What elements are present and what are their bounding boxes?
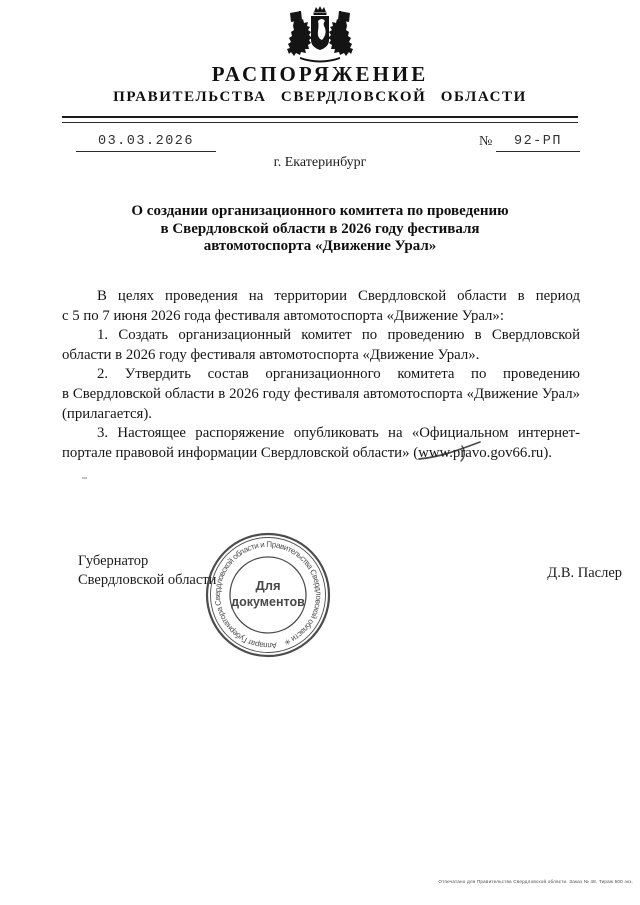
body-line: с 5 по 7 июня 2026 года фестиваля автомотоспорта «Движение Урал»: [62,307,504,324]
handwritten-mark-icon [416,438,508,468]
body-line: портале правовой информации Свердловской области» (www.pravo.gov66.ru). [62,444,552,461]
signature-post-line2: Свердловской области [78,572,217,588]
header-divider [62,116,578,123]
stamp-ring-text: Аппарат Губернатора Свердловской области и Правительства Свердловской области ✳ [213,539,324,651]
doc-city: г. Екатеринбург [273,155,367,170]
title-line: О создании организационного комитета по проведению [131,203,509,219]
body-line: области в 2026 году фестиваля автомотоспорта «Движение Урал». [62,346,480,363]
stamp-center-line1: Для [255,578,281,593]
doc-number: 92-РП [513,134,562,149]
doc-date-field [76,131,216,152]
signature-name: Д.В. Паслер [547,565,622,581]
body-line: В целях проведения на территории Свердловской области в период [97,288,580,304]
coat-of-arms-sverdlovsk-icon [276,5,364,65]
doc-body [62,287,580,463]
doc-type-heading: РАСПОРЯЖЕНИЕ [211,62,429,86]
doc-number-field [496,131,580,152]
print-footer: Отпечатано для Правительства Свердловской области. Заказ № 48. Тираж 500 экз. [438,879,633,884]
title-line: автомотоспорта «Движение Урал» [203,238,437,254]
body-line: 3. Настоящее распоряжение опубликовать на «Официальном интернет- [97,425,580,442]
body-line: 1. Создать организационный комитет по проведению в Свердловской [97,327,580,344]
doc-title [0,203,640,256]
body-line: (прилагается). [62,405,152,422]
official-round-stamp [203,530,333,660]
issuer-heading: ПРАВИТЕЛЬСТВА СВЕРДЛОВСКОЙ ОБЛАСТИ [113,89,527,105]
stamp-center-line2: документов [231,595,305,609]
body-line: в Свердловской области в 2026 году фестиваля автомотоспорта «Движение Урал» [62,385,580,402]
body-line: 2. Утвердить состав организационного комитета по проведению [97,366,580,383]
signature-post [78,552,216,590]
scan-artifact [82,477,87,479]
doc-number-label: № [479,134,493,149]
signature-post-line1: Губернатор [78,553,149,569]
title-line: в Свердловской области в 2026 году фестиваля [160,220,480,237]
doc-date: 03.03.2026 [97,134,194,149]
